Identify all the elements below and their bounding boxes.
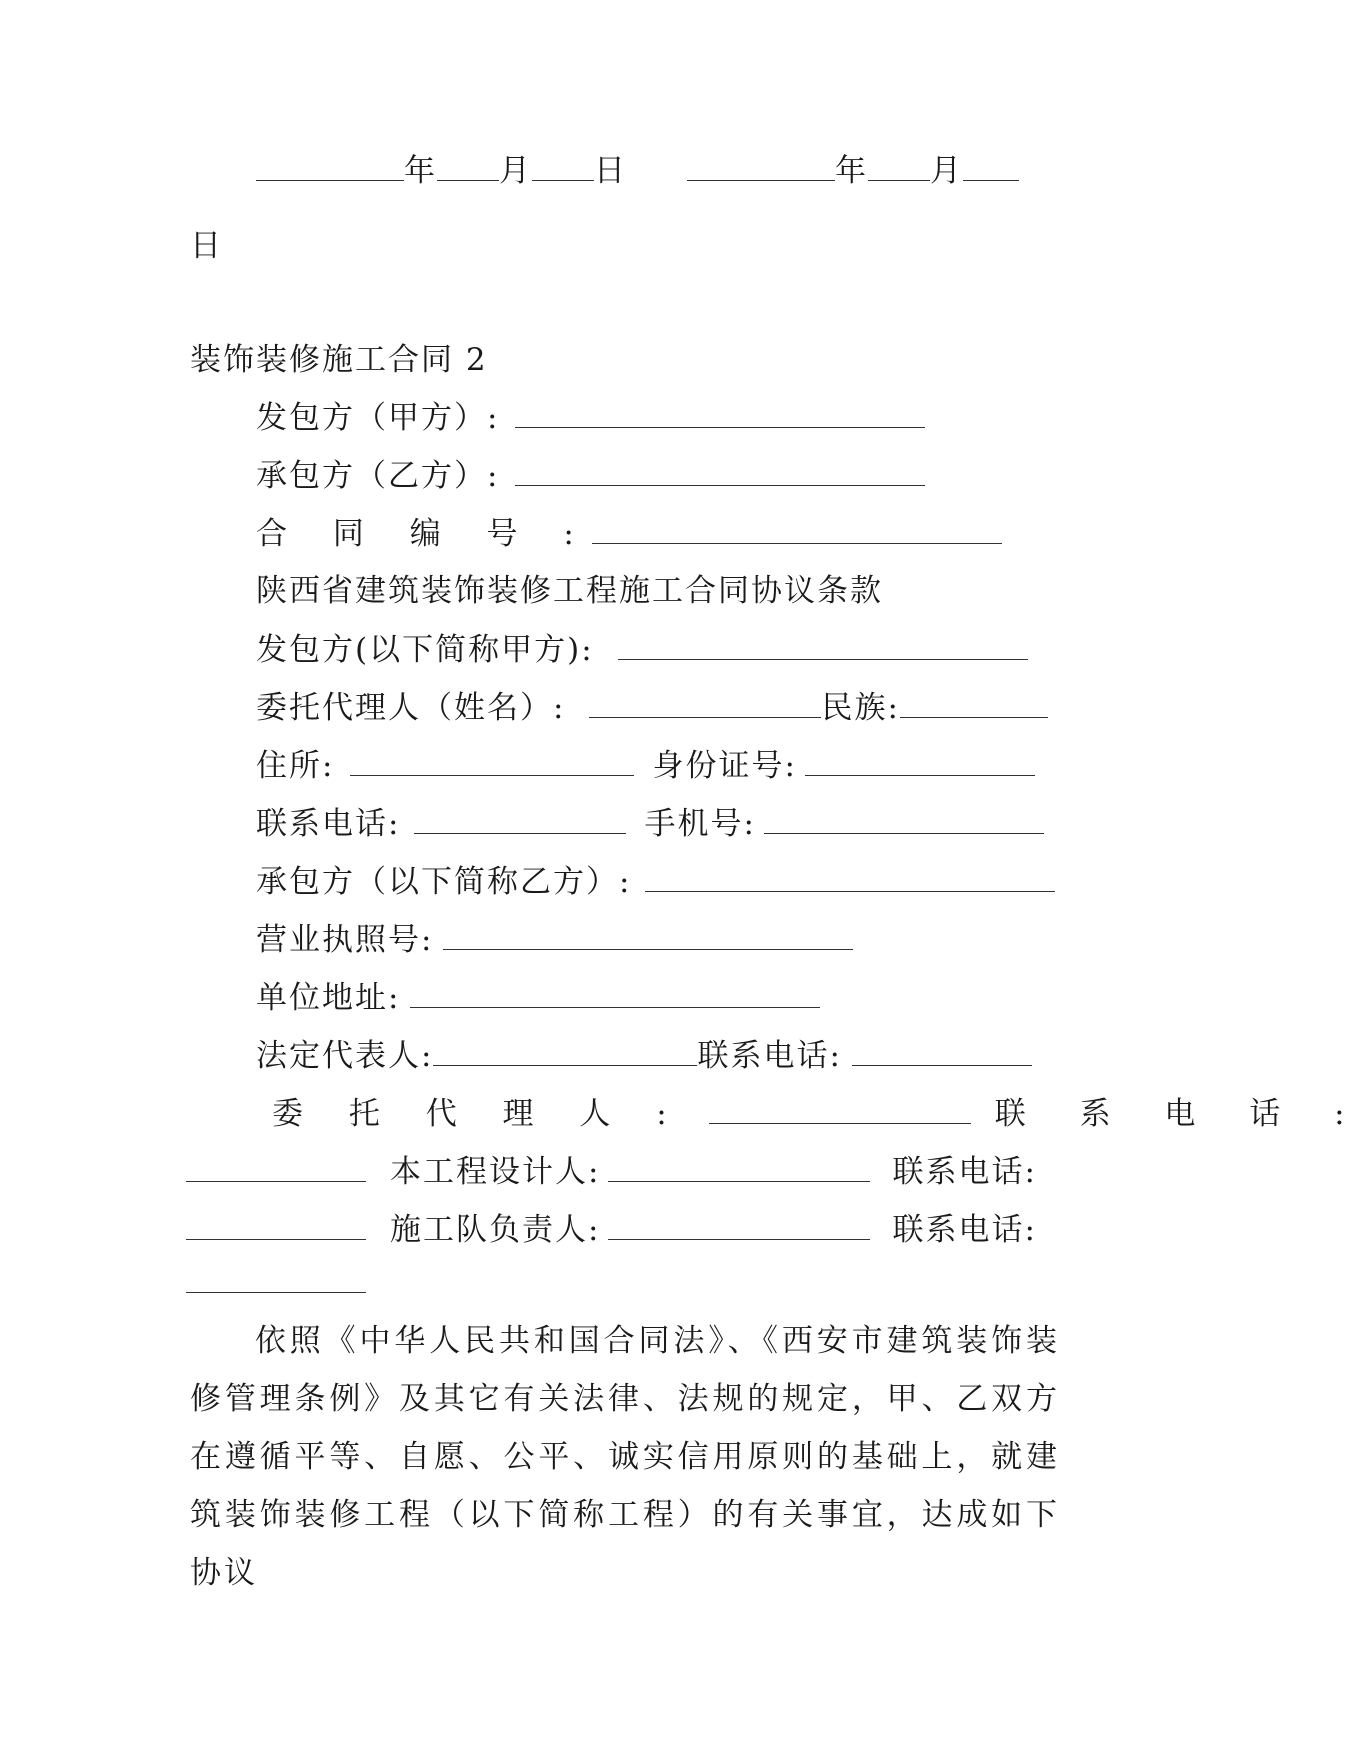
id-number-label: 身份证号: bbox=[652, 748, 797, 784]
month-blank[interactable] bbox=[437, 150, 499, 181]
month-label: 月 bbox=[499, 153, 532, 189]
id-number-blank[interactable] bbox=[805, 745, 1035, 776]
month-blank-2[interactable] bbox=[868, 150, 930, 181]
contract-number-label: 合 同 编 号 : bbox=[256, 516, 592, 552]
foreman-label: 施工队负责人: bbox=[390, 1212, 601, 1248]
phone-label: 联系电话: bbox=[256, 806, 401, 842]
legal-representative-label: 法定代表人: bbox=[256, 1038, 434, 1074]
party-a-employer-blank[interactable] bbox=[618, 629, 1028, 660]
contractor-field bbox=[256, 455, 925, 496]
employer-blank[interactable] bbox=[515, 397, 925, 428]
party-a-employer-field bbox=[256, 629, 1028, 670]
day-label-wrapped: 日 bbox=[190, 228, 223, 264]
agreement-body-paragraph bbox=[190, 1312, 1060, 1602]
employer-label: 发包方（甲方）: bbox=[256, 400, 500, 436]
foreman-phone-line bbox=[186, 1262, 366, 1303]
business-license-label: 营业执照号: bbox=[256, 922, 434, 958]
foreman-blank[interactable] bbox=[608, 1209, 870, 1240]
contract-number-field bbox=[256, 513, 1002, 554]
party-b-agent-blank[interactable] bbox=[709, 1093, 971, 1124]
designer-blank[interactable] bbox=[608, 1151, 870, 1182]
party-b-contractor-field bbox=[256, 861, 1055, 902]
designer-label: 本工程设计人: bbox=[390, 1154, 601, 1190]
document-title: 装饰装修施工合同 2 bbox=[190, 342, 488, 378]
year-label: 年 bbox=[404, 153, 437, 189]
day-blank[interactable] bbox=[532, 150, 594, 181]
designer-phone-label: 联系电话: bbox=[892, 1154, 1037, 1190]
designer-phone-blank[interactable] bbox=[186, 1209, 366, 1240]
signature-date-line bbox=[256, 150, 1019, 191]
contractor-blank[interactable] bbox=[515, 455, 925, 486]
year-label-2: 年 bbox=[835, 153, 868, 189]
party-b-contractor-blank[interactable] bbox=[645, 861, 1055, 892]
day-blank-2[interactable] bbox=[963, 150, 1019, 181]
contract-number-blank[interactable] bbox=[592, 513, 1002, 544]
year-blank[interactable] bbox=[256, 150, 404, 181]
party-a-agent-blank[interactable] bbox=[589, 687, 821, 718]
year-blank-2[interactable] bbox=[687, 150, 835, 181]
legal-representative-phone-blank[interactable] bbox=[852, 1035, 1032, 1066]
month-label-2: 月 bbox=[930, 153, 963, 189]
ethnicity-label: 民族: bbox=[821, 690, 900, 726]
party-a-employer-label: 发包方(以下简称甲方): bbox=[256, 632, 594, 668]
party-b-agent-label: 委 托 代 理 人 : bbox=[272, 1096, 685, 1132]
agreement-heading: 陕西省建筑装饰装修工程施工合同协议条款 bbox=[256, 573, 883, 609]
party-a-agent-label: 委托代理人（姓名）: bbox=[256, 690, 566, 726]
party-a-address-field bbox=[256, 745, 1035, 786]
mobile-label: 手机号: bbox=[644, 806, 756, 842]
designer-field bbox=[186, 1151, 1037, 1192]
party-b-agent-phone-blank[interactable] bbox=[186, 1151, 366, 1182]
business-license-field bbox=[256, 919, 853, 960]
address-label: 住所: bbox=[256, 748, 335, 784]
contractor-label: 承包方（乙方）: bbox=[256, 458, 500, 494]
foreman-field bbox=[186, 1209, 1037, 1250]
unit-address-blank[interactable] bbox=[410, 977, 820, 1008]
foreman-phone-blank[interactable] bbox=[186, 1262, 366, 1293]
legal-representative-field bbox=[256, 1035, 1032, 1076]
party-b-agent-phone-label: 联 系 电 话 : bbox=[994, 1096, 1367, 1132]
legal-representative-blank[interactable] bbox=[433, 1035, 697, 1066]
unit-address-label: 单位地址: bbox=[256, 980, 401, 1016]
employer-field bbox=[256, 397, 925, 438]
unit-address-field bbox=[256, 977, 820, 1018]
agreement-body-text: 依照《中华人民共和国合同法》、《西安市建筑装饰装修管理条例》及其它有关法律、法规的规定，甲、乙双方在遵循平等、自愿、公平、诚实信用原则的基础上，就建筑装饰装修工程（以下简称工程）的有关事宜，达成如下协议 bbox=[190, 1323, 1060, 1591]
address-blank[interactable] bbox=[350, 745, 634, 776]
day-label: 日 bbox=[594, 153, 627, 189]
legal-representative-phone-label: 联系电话: bbox=[697, 1038, 842, 1074]
phone-blank[interactable] bbox=[414, 803, 626, 834]
party-a-phone-field bbox=[256, 803, 1044, 844]
business-license-blank[interactable] bbox=[443, 919, 853, 950]
party-b-contractor-label: 承包方（以下简称乙方）: bbox=[256, 864, 632, 900]
ethnicity-blank[interactable] bbox=[900, 687, 1048, 718]
party-a-agent-field bbox=[256, 687, 1048, 728]
mobile-blank[interactable] bbox=[764, 803, 1044, 834]
party-b-agent-field bbox=[272, 1093, 1367, 1134]
foreman-phone-label: 联系电话: bbox=[892, 1212, 1037, 1248]
